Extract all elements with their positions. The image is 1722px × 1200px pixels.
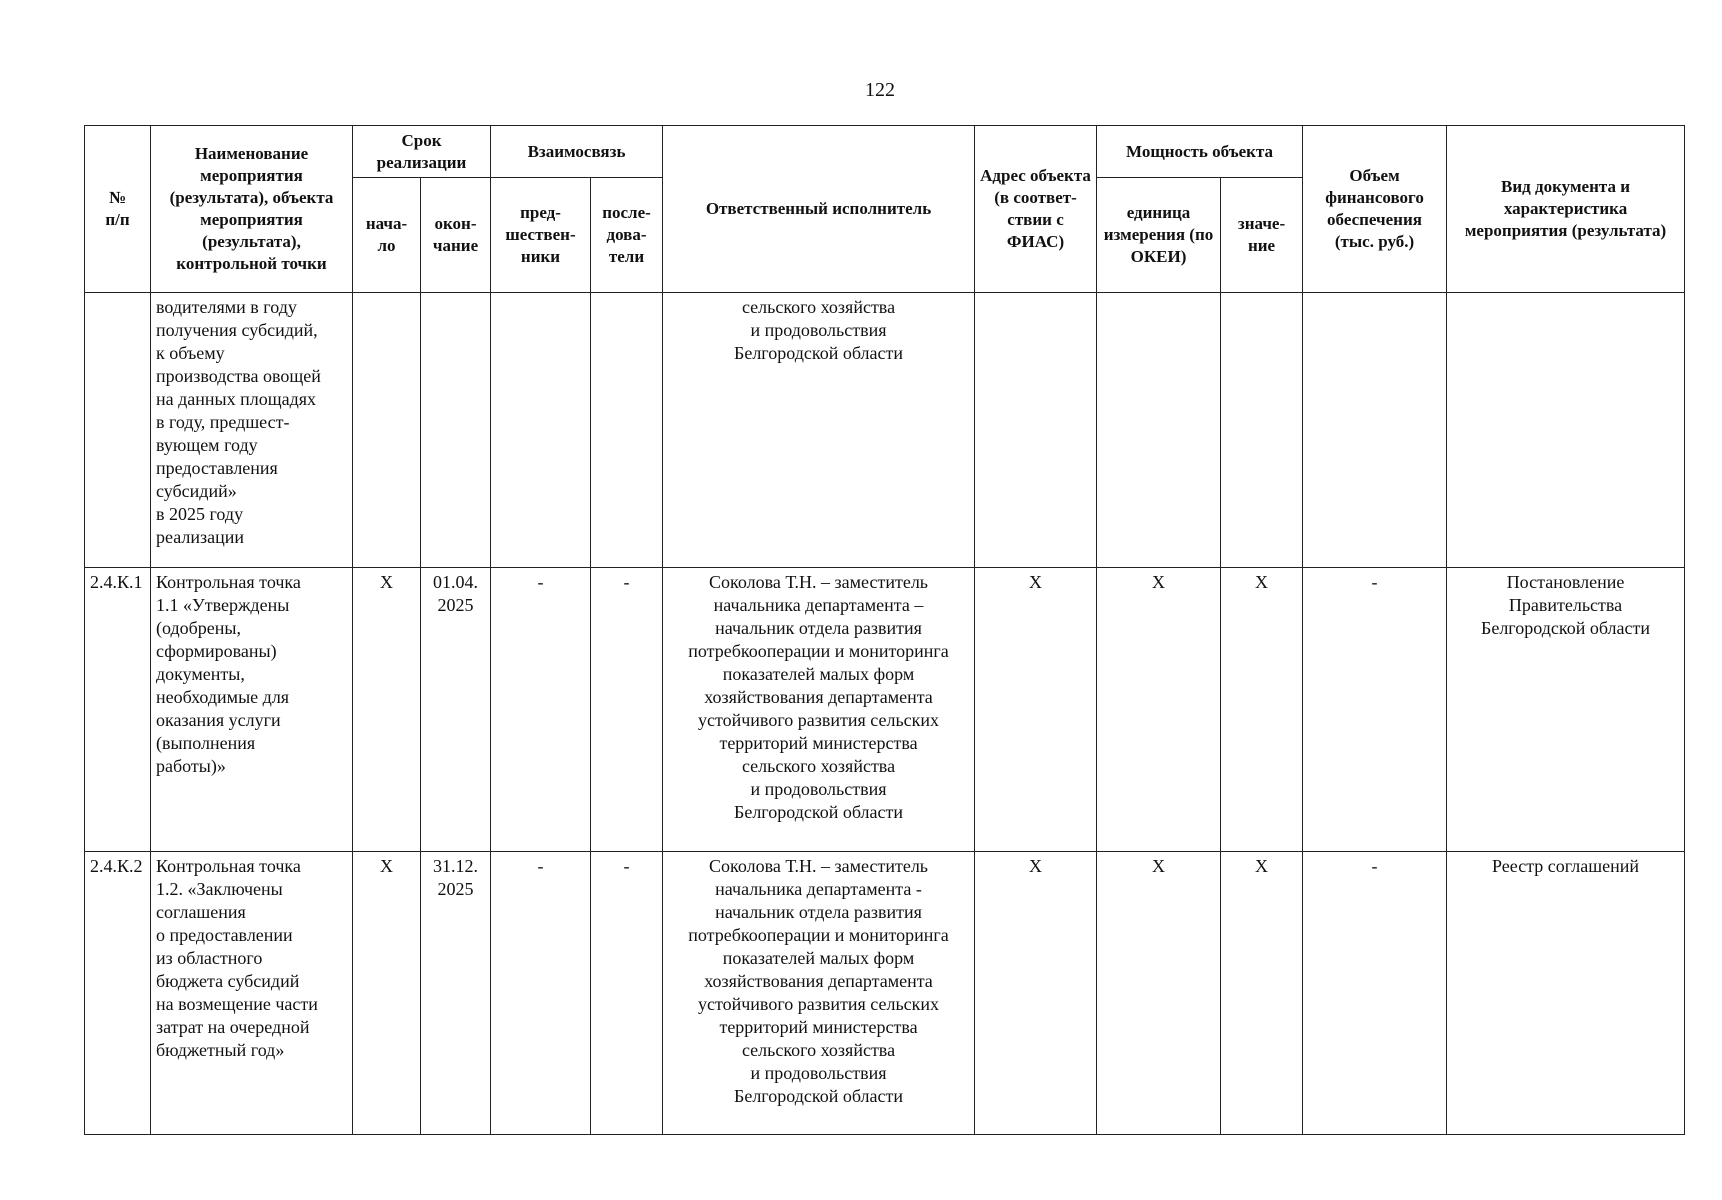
row-name: Контрольная точка 1.2. «Заключены соглашения о предоставлении из областного бюджета субсидий на возмещение части затрат на очередной бюджетный год» [151,852,353,1135]
row-succ: - [591,567,663,852]
row-address [975,293,1097,568]
header-num: № п/п [85,126,151,293]
table-row [85,567,1685,852]
table-row [85,293,1685,568]
row-unit: X [1097,852,1221,1135]
row-executor: сельского хозяйства и продовольствия Белгородской области [663,293,975,568]
plan-table [84,125,1685,1135]
header-capacity: Мощность объекта [1097,126,1303,178]
row-doc: Постановление Правительства Белгородской области [1447,567,1685,852]
header-capacity-value: значе- ние [1221,178,1303,293]
row-unit: X [1097,567,1221,852]
row-finance: - [1303,852,1447,1135]
row-address: X [975,852,1097,1135]
row-end: 31.12. 2025 [421,852,491,1135]
header-capacity-unit: единица измерения (по ОКЕИ) [1097,178,1221,293]
row-num [85,293,151,568]
row-start: X [353,852,421,1135]
header-link-succ: после- дова- тели [591,178,663,293]
row-num: 2.4.К.2 [85,852,151,1135]
row-unit [1097,293,1221,568]
row-end: 01.04. 2025 [421,567,491,852]
row-doc: Реестр соглашений [1447,852,1685,1135]
row-start [353,293,421,568]
row-executor: Соколова Т.Н. – заместитель начальника департамента – начальник отдела развития потребкооперации и мониторинга показателей малых форм хозяйствования департамента устойчивого развития сельских территорий министерства сельского хозяйства и продовольствия Белгородской области [663,567,975,852]
row-name: водителями в году получения субсидий, к объему производства овощей на данных площадях в году, предшест- вующем году предоставления субсидий» в 2025 году реализации [151,293,353,568]
header-address: Адрес объекта (в соответ-ствии с ФИАС) [975,126,1097,293]
header-period-end: окон- чание [421,178,491,293]
row-end [421,293,491,568]
row-pred [491,293,591,568]
row-value: X [1221,567,1303,852]
row-finance: - [1303,567,1447,852]
row-pred: - [491,852,591,1135]
row-start: X [353,567,421,852]
header-period: Срок реализации [353,126,491,178]
page-number: 122 [865,79,895,101]
row-succ: - [591,852,663,1135]
header-name: Наименование мероприятия (результата), объекта мероприятия (результата), контрольной точки [151,126,353,293]
header-doc: Вид документа и характеристика мероприятия (результата) [1447,126,1685,293]
header-executor: Ответственный исполнитель [663,126,975,293]
row-doc [1447,293,1685,568]
row-executor: Соколова Т.Н. – заместитель начальника департамента - начальник отдела развития потребкооперации и мониторинга показателей малых форм хозяйствования департамента устойчивого развития сельских территорий министерства сельского хозяйства и продовольствия Белгородской области [663,852,975,1135]
row-address: X [975,567,1097,852]
table-header [85,126,1685,293]
row-succ [591,293,663,568]
row-name: Контрольная точка 1.1 «Утверждены (одобрены, сформированы) документы, необходимые для оказания услуги (выполнения работы)» [151,567,353,852]
header-link-pred: пред- шествен- ники [491,178,591,293]
row-value [1221,293,1303,568]
header-finance: Объем финансового обеспечения (тыс. руб.) [1303,126,1447,293]
row-value: X [1221,852,1303,1135]
header-period-start: нача- ло [353,178,421,293]
row-finance [1303,293,1447,568]
table-row [85,852,1685,1135]
row-num: 2.4.К.1 [85,567,151,852]
row-pred: - [491,567,591,852]
header-link: Взаимосвязь [491,126,663,178]
